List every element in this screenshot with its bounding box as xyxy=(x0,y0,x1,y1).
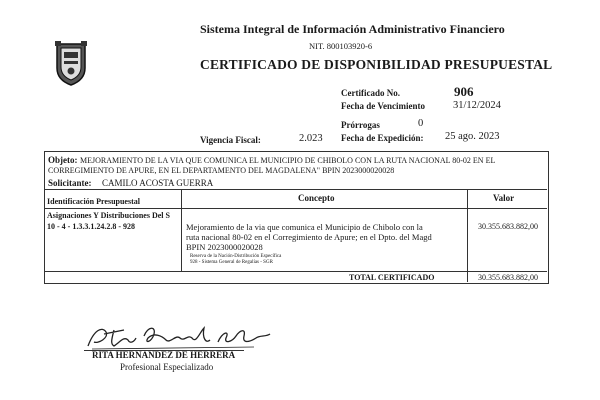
column-divider-1 xyxy=(181,189,182,271)
document-title: CERTIFICADO DE DISPONIBILIDAD PRESUPUESTAL xyxy=(200,57,553,72)
object-label: Objeto: xyxy=(48,155,78,165)
organization-name: Sistema Integral de Información Administrativo Financiero xyxy=(200,22,505,36)
budget-identification-line-2: 10 - 4 - 1.3.3.1.24.2.8 - 928 xyxy=(47,222,135,231)
total-label: TOTAL CERTIFICADO xyxy=(349,273,435,282)
budget-identification-line-1: Asignaciones Y Distribuciones Del S xyxy=(47,211,170,220)
concept-line-1: Mejoramiento de la via que comunica el Municipio de Chibolo con la xyxy=(186,222,423,232)
fiscal-year-label: Vigencia Fiscal: xyxy=(200,135,261,145)
concept-note-line-1: Reserva de la Nación-Distribución Específica xyxy=(190,254,282,259)
nit-number: NIT. 800103920-6 xyxy=(309,41,373,51)
total-value: 30.355.683.882,00 xyxy=(478,273,538,282)
header-value: Valor xyxy=(493,193,515,203)
concept-note-line-2: 928 - Sistema General de Regalías - SGR xyxy=(190,260,273,265)
total-divider xyxy=(467,271,468,282)
requester-name: CAMILO ACOSTA GUERRA xyxy=(102,178,214,188)
object-text-line-1: MEJORAMIENTO DE LA VIA QUE COMUNICA EL MUNICIPIO DE CHIBOLO CON LA RUTA NACIONAL 80-02 EN EL xyxy=(80,156,496,165)
seal-logo xyxy=(54,40,88,86)
header-concept: Concepto xyxy=(298,193,335,203)
handwritten-signature xyxy=(84,322,274,352)
column-divider-2 xyxy=(467,189,468,271)
table-header-bottom-border xyxy=(44,208,547,209)
row-value: 30.355.683.882,00 xyxy=(478,222,538,231)
expiration-date: 31/12/2024 xyxy=(453,100,501,111)
expiration-date-label: Fecha de Vencimiento xyxy=(341,101,425,111)
table-bottom-border xyxy=(44,271,547,272)
issue-date-label: Fecha de Expedición: xyxy=(341,133,424,143)
concept-line-2: ruta nacional 80-02 en el Corregimiento de Apure; en el Dpto. del Magd xyxy=(186,232,432,242)
extensions-label: Prórrogas xyxy=(341,120,380,130)
concept-line-3: BPIN 2023000020028 xyxy=(186,242,263,252)
certificate-number-label: Certificado No. xyxy=(341,88,400,98)
table-top-border xyxy=(44,189,547,190)
issue-date: 25 ago. 2023 xyxy=(445,131,500,142)
signatory-name: RITA HERNANDEZ DE HERRERA xyxy=(92,350,236,360)
requester-label: Solicitante: xyxy=(48,178,92,188)
object-text-line-2: CORREGIMIENTO DE APURE, EN EL DEPARTAMENTO DEL MAGDALENA" BPIN 2023000020028 xyxy=(48,166,395,175)
fiscal-year: 2.023 xyxy=(299,133,323,144)
header-budget-identification: Identificación Presupuestal xyxy=(47,197,140,206)
extensions-count: 0 xyxy=(418,118,424,129)
signatory-role: Profesional Especializado xyxy=(120,362,214,372)
certificate-number: 906 xyxy=(454,84,474,99)
